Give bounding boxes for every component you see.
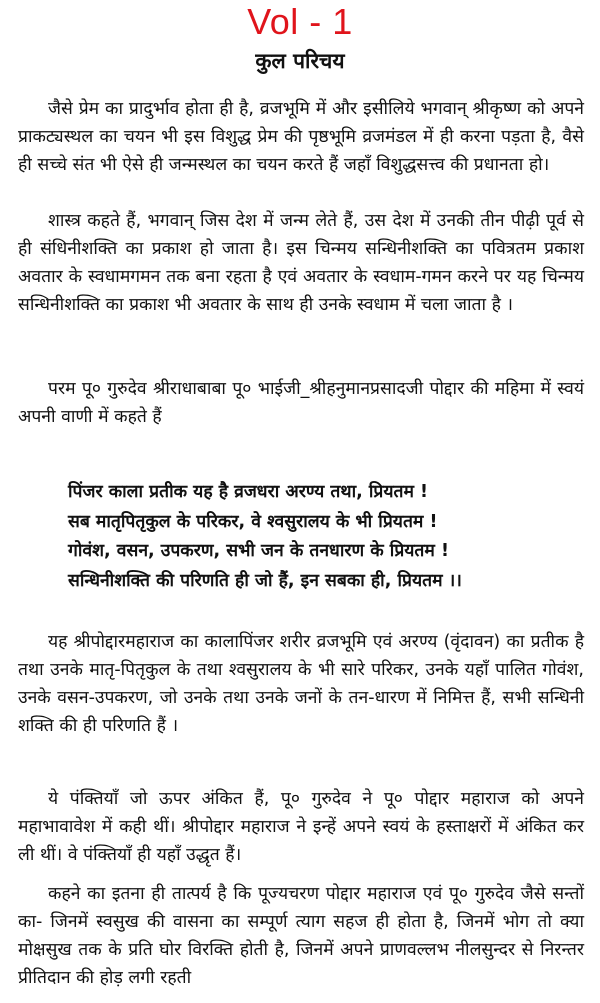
paragraph-5: ये पंक्तियाँ जो ऊपर अंकित हैं, पू० गुरुदेव ने पू० पोद्दार महाराज को अपने महाभावावेश में कही थीं। श्रीपोद्दार महाराज ने इन्हें अपने स्वयं के हस्ताक्षरों में अंकित कर ली थीं। वे पंक्तियाँ ही यहाँ उद्धृत हैं।	[18, 789, 584, 865]
verse-line: गोवंश, वसन, उपकरण, सभी जन के तनधारण के प्रियतम !	[68, 541, 449, 561]
volume-title: Vol - 1	[247, 1, 353, 42]
paragraph-3: परम पू० गुरुदेव श्रीराधाबाबा पू० भाईजी_श्रीहनुमानप्रसादजी पोद्दार की महिमा में स्वयं अपनी वाणी में कहते हैं	[18, 379, 584, 427]
verse-line: सन्धिनीशक्ति की परिणति ही जो हैं, इन सबका ही, प्रियतम ।।	[68, 570, 462, 591]
paragraph-4: यह श्रीपोद्दारमहाराज का कालापिंजर शरीर व्रजभूमि एवं अरण्य (वृंदावन) का प्रतीक है तथा उनके मातृ-पितृकुल के तथा श्वसुरालय के भी सारे परिकर, उनके यहाँ पालित गोवंश, उनके वसन-उपकरण, जो उनके तथा उनके जनों के तन-धारण में निमित्त हैं, सभी सन्धिनी शक्ति की ही परिणति हैं ।	[18, 632, 584, 736]
paragraph-1: जैसे प्रेम का प्रादुर्भाव होता ही है, व्रजभूमि में और इसीलिये भगवान् श्रीकृष्ण को अपने प्राकट्यस्थल का चयन भी इस विशुद्ध प्रेम की पृष्ठभूमि व्रजमंडल में ही करना पड़ता है, वैसे ही सच्चे संत भी ऐसे ही जन्मस्थल का चयन करते हैं जहाँ विशुद्धसत्त्व की प्रधानता हो।	[18, 99, 584, 175]
verse-line: पिंजर काला प्रतीक यह है व्रजधरा अरण्य तथा, प्रियतम !	[68, 482, 429, 502]
paragraph-2: शास्त्र कहते हैं, भगवान् जिस देश में जन्म लेते हैं, उस देश में उनकी तीन पीढ़ी पूर्व से ही संधिनीशक्ति का प्रकाश हो जाता है। इस चिन्मय सन्धिनीशक्ति का पवित्रतम प्रकाश अवतार के स्वधामगमन तक बना रहता है एवं अवतार के स्वधाम-गमन करने पर यह चिन्मय सन्धिनीशक्ति का प्रकाश भी अवतार के साथ ही उनके स्वधाम में चला जाता है ।	[18, 211, 584, 315]
verse-line: सब मातृपितृकुल के परिकर, वे श्वसुरालय के भी प्रियतम !	[68, 511, 438, 532]
verse-block	[68, 478, 568, 596]
chapter-title: कुल परिचय	[255, 49, 345, 73]
paragraph-6: कहने का इतना ही तात्पर्य है कि पूज्यचरण पोद्दार महाराज एवं पू० गुरुदेव जैसे सन्तों का- जिनमें स्वसुख की वासना का सम्पूर्ण त्याग सहज ही होता है, जिनमें भोग तो क्या मोक्षसुख तक के प्रति घोर विरक्ति होती है, जिनमें अपने प्राणवल्लभ नीलसुन्दर से निरन्तर प्रीतिदान की होड़ लगी रहती	[18, 884, 584, 988]
